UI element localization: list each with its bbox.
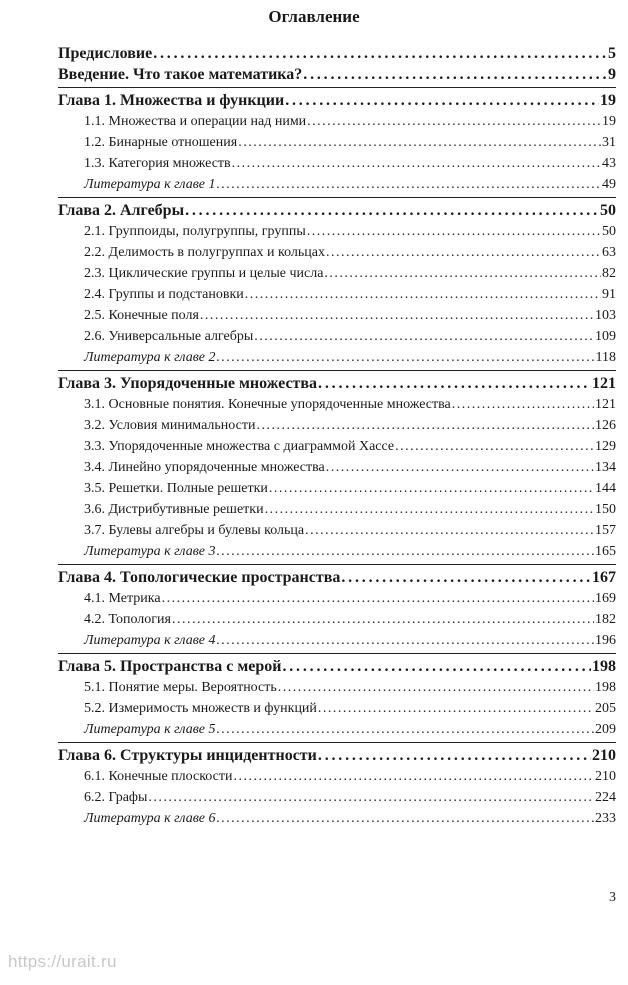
toc-entry-page: 182 <box>595 612 616 627</box>
toc-dot-leader <box>324 264 601 284</box>
toc-entry-page: 209 <box>595 722 616 737</box>
toc-entry-page: 109 <box>595 329 616 344</box>
toc-entry-label: 2.2. Делимость в полугруппах и кольцах <box>84 245 325 260</box>
toc-entry-label: 3.7. Булевы алгебры и булевы кольца <box>84 523 305 538</box>
toc-entry-label: Введение. Что такое математика? <box>58 66 303 83</box>
toc-dot-leader <box>269 479 594 499</box>
toc-entry-label: Литература к главе 1 <box>84 177 216 192</box>
toc-dot-leader <box>265 500 594 520</box>
toc-section-entry[interactable] <box>84 500 616 520</box>
toc-entry-page: 91 <box>602 287 616 302</box>
toc-entry-label: 4.1. Метрика <box>84 591 161 606</box>
toc-entry-page: 103 <box>595 308 616 323</box>
toc-section-entry[interactable] <box>84 479 616 499</box>
toc-section-entry[interactable] <box>84 306 616 326</box>
toc-dot-leader <box>153 44 607 64</box>
toc-section-entry[interactable] <box>84 416 616 436</box>
toc-dot-leader <box>326 458 594 478</box>
toc-section-entry[interactable] <box>84 788 616 808</box>
toc-entry-page: 31 <box>602 135 616 150</box>
toc-entry-page: 169 <box>595 591 616 606</box>
toc-entry-page: 150 <box>595 502 616 517</box>
toc-entry-label: Глава 5. Пространства с мерой <box>58 658 282 675</box>
toc-entry-page: 49 <box>602 177 616 192</box>
toc-dot-leader <box>217 631 595 651</box>
toc-dot-leader <box>318 746 591 766</box>
toc-entry-label: 2.1. Группоиды, полугруппы, группы <box>84 224 306 239</box>
toc-dot-leader <box>326 243 601 263</box>
toc-dot-leader <box>238 133 601 153</box>
toc-entry-page: 63 <box>602 245 616 260</box>
toc-entry-label: Литература к главе 6 <box>84 811 216 826</box>
toc-entry-label: 3.1. Основные понятия. Конечные упорядоченные множества <box>84 397 451 412</box>
toc-dot-leader <box>307 112 601 132</box>
toc-dot-leader <box>233 767 594 787</box>
toc-literature-entry[interactable] <box>84 809 616 829</box>
toc-entry-label: 4.2. Топология <box>84 612 171 627</box>
toc-dot-leader <box>217 542 595 562</box>
toc-section-entry[interactable] <box>84 222 616 242</box>
toc-section-entry[interactable] <box>84 610 616 630</box>
toc-dot-leader <box>282 657 591 677</box>
toc-literature-entry[interactable] <box>84 720 616 740</box>
toc-entry-label: 6.1. Конечные плоскости <box>84 769 233 784</box>
toc-entry-page: 9 <box>608 66 616 83</box>
toc-entry-page: 118 <box>595 350 616 365</box>
toc-chapter-entry[interactable] <box>58 657 616 677</box>
toc-entry-page: 5 <box>608 45 616 62</box>
toc-section-entry[interactable] <box>84 243 616 263</box>
toc-entry-label: 2.4. Группы и подстановки <box>84 287 244 302</box>
toc-section-entry[interactable] <box>84 589 616 609</box>
toc-entry-page: 205 <box>595 701 616 716</box>
toc-entry-label: 1.2. Бинарные отношения <box>84 135 238 150</box>
toc-entry-page: 210 <box>595 769 616 784</box>
toc-entry-label: Глава 1. Множества и функции <box>58 92 285 109</box>
toc-entry-page: 121 <box>592 375 616 392</box>
toc-section-entry[interactable] <box>84 133 616 153</box>
toc-entry-label: Глава 3. Упорядоченные множества <box>58 375 318 392</box>
toc-entry-page: 198 <box>592 658 616 675</box>
toc-dot-leader <box>395 437 594 457</box>
toc-entry-page: 50 <box>600 202 616 219</box>
toc-entry-page: 129 <box>595 439 616 454</box>
toc-entry-page: 50 <box>602 224 616 239</box>
toc-entry-label: 2.5. Конечные поля <box>84 308 199 323</box>
watermark: https://urait.ru <box>8 952 117 971</box>
toc-entry-page: 233 <box>595 811 616 826</box>
toc-section-entry[interactable] <box>84 521 616 541</box>
toc-entry-page: 210 <box>592 747 616 764</box>
toc-entry-page: 121 <box>595 397 616 412</box>
toc-section-entry[interactable] <box>84 767 616 787</box>
toc-entry-label: 5.2. Измеримость множеств и функций <box>84 701 317 716</box>
toc-entry-page: 165 <box>595 544 616 559</box>
toc-dot-leader <box>452 395 594 415</box>
toc-entry-page: 19 <box>602 114 616 129</box>
toc-dot-leader <box>318 374 591 394</box>
toc-dot-leader <box>162 589 594 609</box>
toc-dot-leader <box>341 568 591 588</box>
toc-chapter-entry[interactable] <box>58 201 616 221</box>
toc-entry-label: Литература к главе 2 <box>84 350 216 365</box>
toc-entry-label: 3.6. Дистрибутивные решетки <box>84 502 264 517</box>
toc-section-entry[interactable] <box>84 678 616 698</box>
toc-entry-page: 134 <box>595 460 616 475</box>
toc-dot-leader <box>307 222 601 242</box>
toc-dot-leader <box>318 699 594 719</box>
toc-entry-page: 19 <box>600 92 616 109</box>
toc-entry-label: 5.1. Понятие меры. Вероятность <box>84 680 277 695</box>
toc-section-entry[interactable] <box>84 327 616 347</box>
toc-literature-entry[interactable] <box>84 631 616 651</box>
toc-literature-entry[interactable] <box>84 348 616 368</box>
toc-entry-label: Литература к главе 5 <box>84 722 216 737</box>
toc-dot-leader <box>217 348 595 368</box>
toc-chapter-entry[interactable] <box>58 65 616 85</box>
toc-section-entry[interactable] <box>84 437 616 457</box>
chapter-divider <box>58 370 616 371</box>
toc-entry-label: Глава 2. Алгебры <box>58 202 185 219</box>
toc-dot-leader <box>254 327 594 347</box>
chapter-divider <box>58 197 616 198</box>
toc-dot-leader <box>303 65 607 85</box>
toc-dot-leader <box>256 416 594 436</box>
toc-dot-leader <box>185 201 599 221</box>
toc-dot-leader <box>217 720 595 740</box>
toc-entry-label: 1.3. Категория множеств <box>84 156 231 171</box>
toc-section-entry[interactable] <box>84 458 616 478</box>
chapter-divider <box>58 87 616 88</box>
toc-entry-page: 198 <box>595 680 616 695</box>
toc-entry-label: 6.2. Графы <box>84 790 148 805</box>
toc-entry-page: 144 <box>595 481 616 496</box>
toc-section-entry[interactable] <box>84 699 616 719</box>
toc-entry-label: Глава 4. Топологические пространства <box>58 569 341 586</box>
toc-entry-label: Литература к главе 3 <box>84 544 216 559</box>
toc-entry-label: Предисловие <box>58 45 153 62</box>
toc-entry-label: 3.3. Упорядоченные множества с диаграммой Хассе <box>84 439 395 454</box>
chapter-divider <box>58 742 616 743</box>
toc-section-entry[interactable] <box>84 154 616 174</box>
toc-section-entry[interactable] <box>84 264 616 284</box>
toc-dot-leader <box>148 788 594 808</box>
toc-entry-page: 167 <box>592 569 616 586</box>
toc-entry-label: Литература к главе 4 <box>84 633 216 648</box>
toc-entry-page: 224 <box>595 790 616 805</box>
toc-dot-leader <box>278 678 594 698</box>
chapter-divider <box>58 653 616 654</box>
toc-entry-label: 3.4. Линейно упорядоченные множества <box>84 460 325 475</box>
chapter-divider <box>58 564 616 565</box>
toc-entry-page: 43 <box>602 156 616 171</box>
toc-entry-page: 82 <box>602 266 616 281</box>
toc-dot-leader <box>232 154 601 174</box>
toc-chapter-entry[interactable] <box>58 44 616 64</box>
toc-entry-label: 2.6. Универсальные алгебры <box>84 329 254 344</box>
toc-dot-leader <box>285 91 599 111</box>
toc-dot-leader <box>305 521 594 541</box>
toc-entry-label: 3.5. Решетки. Полные решетки <box>84 481 268 496</box>
toc-literature-entry[interactable] <box>84 542 616 562</box>
toc-entry-label: 3.2. Условия минимальности <box>84 418 256 433</box>
toc-chapter-entry[interactable] <box>58 374 616 394</box>
toc-entry-page: 157 <box>595 523 616 538</box>
toc-dot-leader <box>217 175 602 195</box>
toc-section-entry[interactable] <box>84 285 616 305</box>
toc-section-entry[interactable] <box>84 395 616 415</box>
toc-chapter-entry[interactable] <box>58 568 616 588</box>
toc-dot-leader <box>245 285 601 305</box>
toc-entry-label: 2.3. Циклические группы и целые числа <box>84 266 324 281</box>
toc-dot-leader <box>172 610 594 630</box>
toc-entry-label: 1.1. Множества и операции над ними <box>84 114 307 129</box>
toc-dot-leader <box>200 306 594 326</box>
toc-dot-leader <box>217 809 595 829</box>
toc-entry-label: Глава 6. Структуры инцидентности <box>58 747 317 764</box>
page-title: Оглавление <box>268 7 360 26</box>
page-number: 3 <box>609 890 616 905</box>
toc-section-entry[interactable] <box>84 112 616 132</box>
toc-literature-entry[interactable] <box>84 175 616 195</box>
toc-entry-page: 126 <box>595 418 616 433</box>
toc-chapter-entry[interactable] <box>58 746 616 766</box>
toc-entry-page: 196 <box>595 633 616 648</box>
toc-chapter-entry[interactable] <box>58 91 616 111</box>
